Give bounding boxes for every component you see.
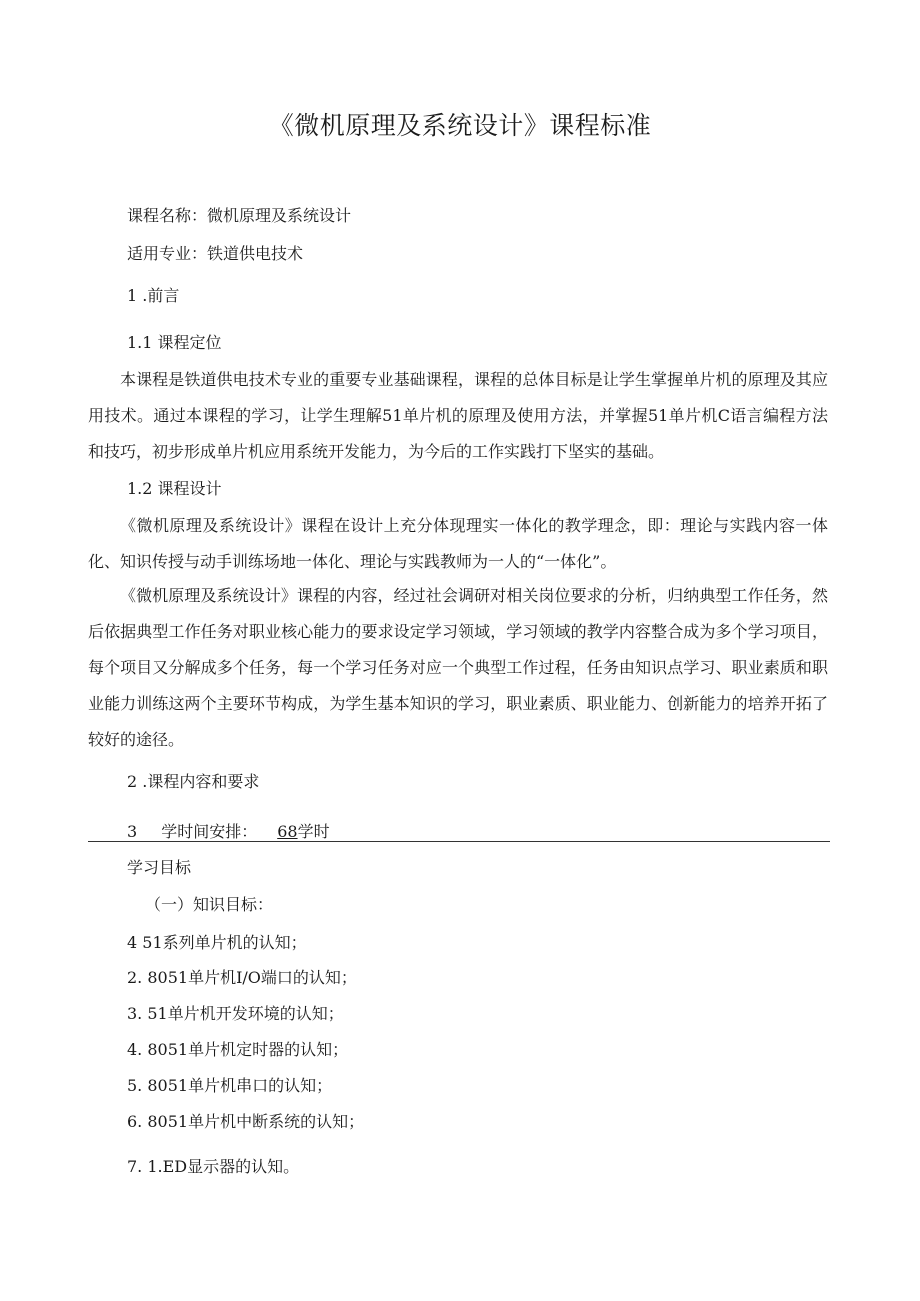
section-1-1-heading: 1.1 课程定位 — [127, 333, 222, 352]
list-item: 5. 8051单片机串口的认知； — [127, 1076, 333, 1095]
list-item: 4. 8051单片机定时器的认知； — [127, 1040, 349, 1059]
hours-number: 3 — [127, 822, 138, 841]
divider-line — [88, 841, 830, 842]
course-positioning-paragraph: 本课程是铁道供电技术专业的重要专业基础课程，课程的总体目标是让学生掌握单片机的原理及其应用技术。通过本课程的学习，让学生理解51单片机的原理及使用方法，并掌握51单片机C语言编程方法和技巧，初步形成单片机应用系统开发能力，为今后的工作实践打下坚实的基础。 — [88, 370, 828, 461]
list-item: 4 51系列单片机的认知； — [127, 933, 307, 952]
hours-label: 学时间安排： — [161, 822, 258, 841]
knowledge-goal-heading: （一）知识目标： — [145, 895, 274, 914]
section-1-2-heading: 1.2 课程设计 — [127, 479, 222, 498]
course-name: 课程名称：微机原理及系统设计 — [127, 206, 352, 225]
list-item: 3. 51单片机开发环境的认知； — [127, 1004, 344, 1023]
page-title: 《微机原理及系统设计》课程标准 — [268, 111, 652, 140]
hours-unit: 学时 — [297, 822, 330, 841]
applicable-major: 适用专业：铁道供电技术 — [127, 244, 304, 263]
course-content-paragraph: 《微机原理及系统设计》课程的内容，经过社会调研对相关岗位要求的分析，归纳典型工作任务，然后依据典型工作任务对职业核心能力的要求设定学习领域，学习领域的教学内容整合成为多个学习项目，每个项目又分解成多个任务，每一个学习任务对应一个典型工作过程，任务由知识点学习、职业素质和职业能力训练这两个主要环节构成，为学生基本知识的学习，职业素质、职业能力、创新能力的培养开拓了较好的途径。 — [88, 586, 828, 749]
section-1-heading: 1 .前言 — [127, 286, 180, 305]
list-item: 2. 8051单片机I/O端口的认知； — [127, 968, 357, 987]
list-item: 6. 8051单片机中断系统的认知； — [127, 1112, 365, 1131]
learning-goal-heading: 学习目标 — [127, 858, 192, 877]
hours-line — [127, 819, 330, 842]
list-item: 7. 1.ED显示器的认知。 — [127, 1157, 300, 1176]
course-design-paragraph: 《微机原理及系统设计》课程在设计上充分体现理实一体化的教学理念，即：理论与实践内容一体化、知识传授与动手训练场地一体化、理论与实践教师为一人的“一体化”。 — [88, 516, 828, 571]
hours-value: 68 — [277, 822, 298, 841]
section-2-heading: 2 .课程内容和要求 — [127, 772, 260, 791]
